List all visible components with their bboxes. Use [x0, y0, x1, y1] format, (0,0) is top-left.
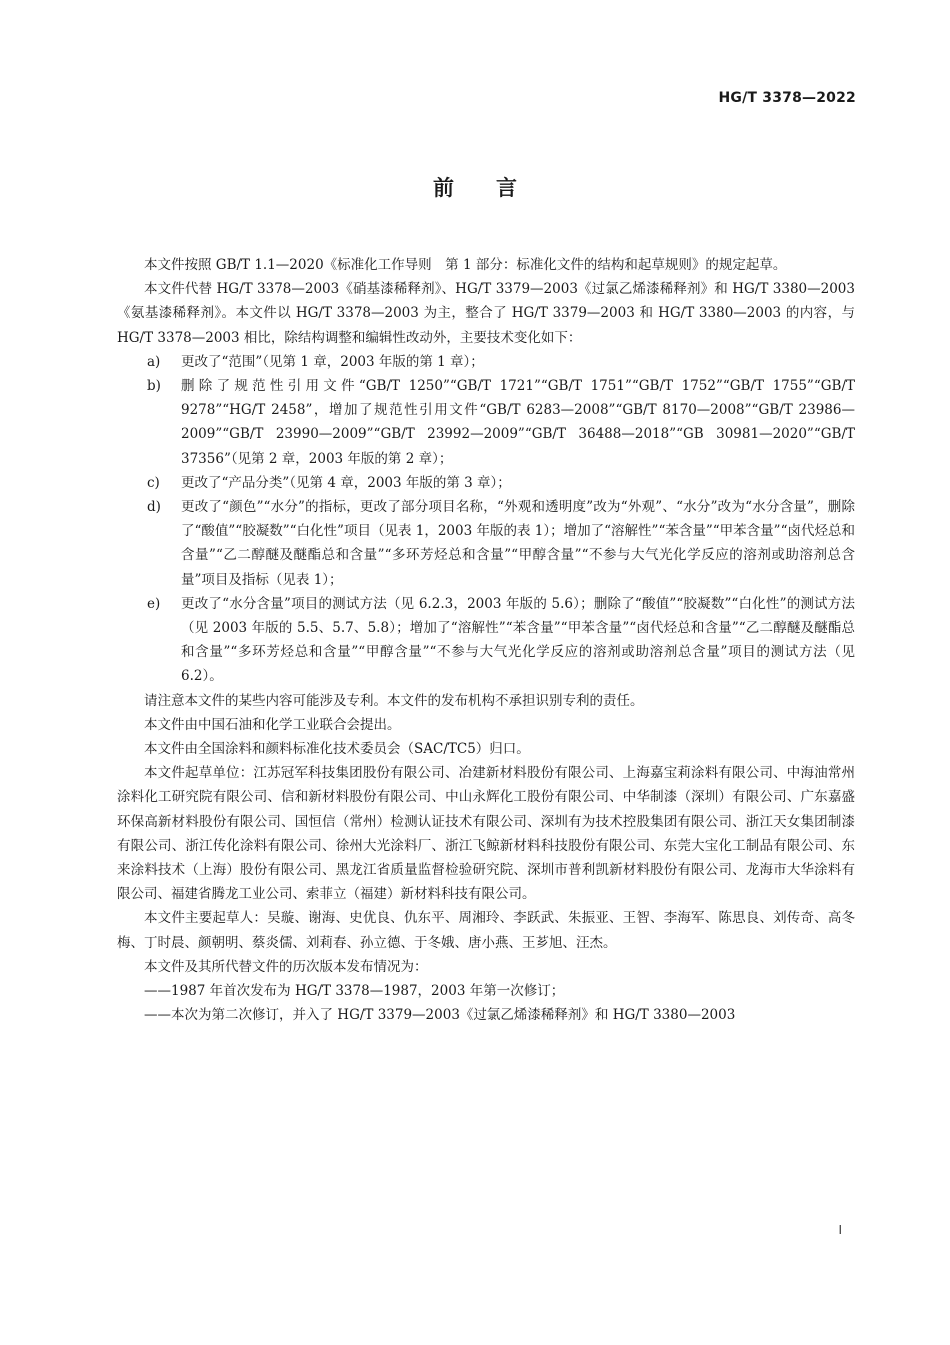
list-marker: b): [147, 378, 161, 395]
standard-code: HG/T 3378—2022: [718, 90, 856, 106]
paragraph-drafting-rules: 本文件按照 GB/T 1.1—2020《标准化工作导则 第 1 部分：标准化文件的结构和起草规则》的规定起草。: [144, 257, 787, 273]
list-marker: d): [147, 499, 161, 516]
change-item-c: [117, 471, 855, 495]
paragraph-patent-notice: 请注意本文件的某些内容可能涉及专利。本文件的发布机构不承担识别专利的责任。: [144, 692, 644, 709]
list-marker: a): [147, 353, 161, 370]
change-item-a: [117, 350, 855, 374]
paragraph-proposer: 本文件由中国石油和化学工业联合会提出。: [144, 716, 401, 733]
history-item: ——1987 年首次发布为 HG/T 3378—1987，2003 年第一次修订；: [144, 983, 565, 1000]
list-text: 删除了规范性引用文件“GB/T 1250”“GB/T 1721”“GB/T 1751”“GB/T 1752”“GB/T 1755”“GB/T 9278”“HG/T 2458”，增加了规范性引用文件“GB/T 6283—2008”“GB/T 8170—2008”“GB/T 23986—2009”“GB/T 23990—2009”“GB/T 23992—2009”“GB/T 36488—2018”“GB 30981—2020”“GB/T 37356”（见第 2 章，2003 年版的第 2 章）；: [181, 378, 855, 467]
list-text: 更改了“产品分类”（见第 4 章，2003 年版的第 3 章）；: [181, 474, 511, 491]
paragraph-replacement: 本文件代替 HG/T 3378—2003《硝基漆稀释剂》、HG/T 3379—2003《过氯乙烯漆稀释剂》和 HG/T 3380—2003《氨基漆稀释剂》。本文件以 HG/T 3378—2003 为主，整合了 HG/T 3379—2003 和 HG/T 3380—2003 的内容，与 HG/T 3378—2003 相比，除结构调整和编辑性改动外，主要技术变化如下：: [117, 281, 855, 346]
history-item: ——本次为第二次修订，并入了 HG/T 3379—2003《过氯乙烯漆稀释剂》和 HG/T 3380—2003: [144, 1007, 736, 1024]
list-marker: c): [147, 474, 160, 491]
list-text: 更改了“范围”（见第 1 章，2003 年版的第 1 章）；: [181, 353, 484, 370]
change-item-e: [117, 592, 855, 689]
paragraph-drafting-units: 本文件起草单位：江苏冠军科技集团股份有限公司、冶建新材料股份有限公司、上海嘉宝莉涂料有限公司、中海油常州涂料化工研究院有限公司、信和新材料股份有限公司、中山永辉化工股份有限公司、中华制漆（深圳）有限公司、广东嘉盛环保高新材料股份有限公司、国恒信（常州）检测认证技术有限公司、深圳有为技术控股集团有限公司、浙江天女集团制漆有限公司、浙江传化涂料有限公司、徐州大光涂料厂、浙江飞鲸新材料科技股份有限公司、东莞大宝化工制品有限公司、东来涂料技术（上海）股份有限公司、黑龙江省质量监督检验研究院、深圳市普利凯新材料股份有限公司、龙海市大华涂料有限公司、福建省腾龙工业公司、索菲立（福建）新材料科技有限公司。: [117, 765, 855, 903]
page-title: 前言: [433, 176, 559, 200]
paragraph-drafters: 本文件主要起草人：吴璇、谢海、史优良、仇东平、周湘玲、李跃武、朱振亚、王智、李海军、陈思良、刘传奇、高冬梅、丁时晨、颜朝明、蔡炎儒、刘莉春、孙立德、于冬娥、唐小燕、王芗旭、汪杰。: [117, 910, 855, 951]
list-text: 更改了“水分含量”项目的测试方法（见 6.2.3，2003 年版的 5.6）；删除了“酸值”“胶凝数”“白化性”的测试方法（见 2003 年版的 5.5、5.7、5.8）；增加了“溶解性”“苯含量”“甲苯含量”“卤代烃总和含量”“乙二醇醚及醚酯总和含量”“多环芳烃总和含量”“甲醇含量”“不参与大气光化学反应的溶剂或助溶剂总含量”项目的测试方法（见 6.2）。: [181, 595, 855, 685]
page-number: I: [838, 1223, 842, 1237]
foreword-body: [117, 253, 855, 1028]
change-item-b: [117, 374, 855, 471]
paragraph-committee: 本文件由全国涂料和颜料标准化技术委员会（SAC/TC5）归口。: [144, 741, 530, 758]
list-text: 更改了“颜色”“水分”的指标，更改了部分项目名称，“外观和透明度”改为“外观”、“水分”改为“水分含量”，删除了“酸值”“胶凝数”“白化性”项目（见表 1，2003 年版的表 1）；增加了“溶解性”“苯含量”“甲苯含量”“卤代烃总和含量”“乙二醇醚及醚酯总和含量”“多环芳烃总和含量”“甲醇含量”“不参与大气光化学反应的溶剂或助溶剂总含量”项目及指标（见表 1）；: [181, 499, 855, 588]
change-item-d: [117, 495, 855, 592]
list-marker: e): [147, 595, 161, 612]
paragraph-history-intro: 本文件及其所代替文件的历次版本发布情况为：: [144, 958, 428, 975]
